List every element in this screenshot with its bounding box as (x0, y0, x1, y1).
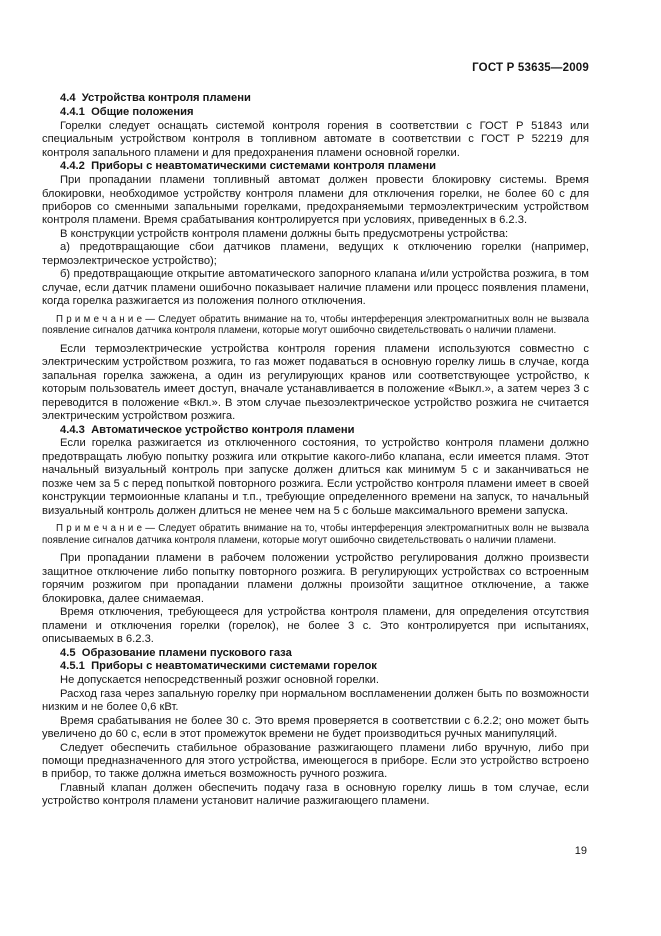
section-heading: 4.4.3 Автоматическое устройство контроля пламени (60, 423, 355, 436)
paragraph: Время отключения, требующееся для устройства контроля пламени, для определения отсутствия пламени и отключения горелки (горелок), не более 3 с. Это контролируется при испытаниях, описываемых в 6.2.3. (42, 606, 589, 646)
paragraph: Если горелка разжигается из отключенного состояния, то устройство контроля пламени должно предотвращать любую попытку розжига или открытие какого-либо клапана, если имеется пламя. Этот начальный визуальный контроль при запуске должен длиться как минимум 5 с и заканчиваться не позже чем за 5 с перед попыткой повторного розжига. Если устройство контроля пламени имеет в своей конструкции термоионные клапаны и т.п., требующие определенного времени на запуск, то начальный визуальный контроль должен длиться не менее чем на 5 с больше максимального времени запуска. (42, 437, 589, 517)
note-paragraph: П р и м е ч а н и е — Следует обратить внимание на то, чтобы интерференция электромагнитных волн не вызвала появление сигналов датчика контроля пламени, которые могут ошибочно свидетельствовать о наличии пламени. (42, 313, 589, 337)
paragraph: Расход газа через запальную горелку при нормальном воспламенении должен быть по возможности низким и не более 0,6 кВт. (42, 687, 589, 714)
running-header-standard-code: ГОСТ Р 53635—2009 (472, 62, 589, 74)
document-body (42, 92, 589, 809)
section-heading: 4.5 Образование пламени пускового газа (60, 646, 292, 659)
paragraph: Если термоэлектрические устройства контроля горения пламени используются совместно с электрическим устройством розжига, то газ может подаваться в основную горелку лишь в случае, когда запальная горелка зажжена, а один из регулирующих кранов или соответствующее устройство, к которым пользователь имеет доступ, вначале устанавливается в положение «Выкл.», а затем через 3 с переводится в положение «Вкл.». В этом случае пьезоэлектрическое устройство розжига не считается электрическим устройством розжига. (42, 342, 589, 423)
paragraph: а) предотвращающие сбои датчиков пламени, ведущих к отключению горелки (например, термоэлектрическое устройство); (42, 241, 589, 267)
paragraph: Время срабатывания не более 30 с. Это время проверяется в соответствии с 6.2.2; оно может быть увеличено до 60 с, если в этот промежуток времени не будет производиться ручных манипуляций. (42, 714, 589, 741)
section-heading: 4.4 Устройства контроля пламени (60, 92, 251, 104)
paragraph: б) предотвращающие открытие автоматического запорного клапана и/или устройства розжига, в том случае, если датчик пламени ошибочно показывает наличие пламени или процесс появления пламени, когда горелка разжигается из положения полного отключения. (42, 268, 589, 308)
section-heading: 4.5.1 Приборы с неавтоматическими системами горелок (60, 660, 377, 673)
paragraph: При пропадании пламени в рабочем положении устройство регулирования должно произвести защитное отключение либо попытку повторного розжига. В регулирующих устройствах со встроенным горячим розжигом при пропадании пламени должны произойти защитное отключение, а также блокировка, далее снимаемая. (42, 552, 589, 605)
paragraph: При пропадании пламени топливный автомат должен провести блокировку системы. Время блокировки, необходимое устройству контроля пламени для отключения горелки, не более 60 с для приборов со сменными запальными горелками, предохраняемыми термоэлектрическим устройством контроля пламени. Время срабатывания контролируется при условиях, приведенных в 6.2.3. (42, 174, 589, 227)
page-number: 19 (574, 845, 587, 857)
section-heading: 4.4.1 Общие положения (60, 105, 194, 118)
paragraph: Следует обеспечить стабильное образование разжигающего пламени либо вручную, либо при помощи предназначенного для этого устройства, имеющегося в приборе. Если это устройство встроено в прибор, то также должна иметься возможность ручного розжига. (42, 741, 589, 781)
paragraph: Горелки следует оснащать системой контроля горения в соответствии с ГОСТ Р 51843 или специальным устройством контроля в топливном автомате в соответствии с ГОСТ Р 52219 для контроля запального пламени и для предохранения пламени основной горелки. (42, 119, 589, 159)
paragraph: Не допускается непосредственный розжиг основной горелки. (60, 674, 379, 687)
note-paragraph: П р и м е ч а н и е — Следует обратить внимание на то, чтобы интерференция электромагнитных волн не вызвала появление сигналов датчика контроля пламени, которые могут ошибочно свидетельствовать о наличии пламени. (42, 523, 589, 546)
paragraph: Главный клапан должен обеспечить подачу газа в основную горелку лишь в том случае, если устройство контроля пламени установит наличие разжигающего пламени. (42, 781, 589, 808)
paragraph: В конструкции устройств контроля пламени должны быть предусмотрены устройства: (60, 227, 509, 240)
section-heading: 4.4.2 Приборы с неавтоматическими системами контроля пламени (60, 160, 436, 173)
